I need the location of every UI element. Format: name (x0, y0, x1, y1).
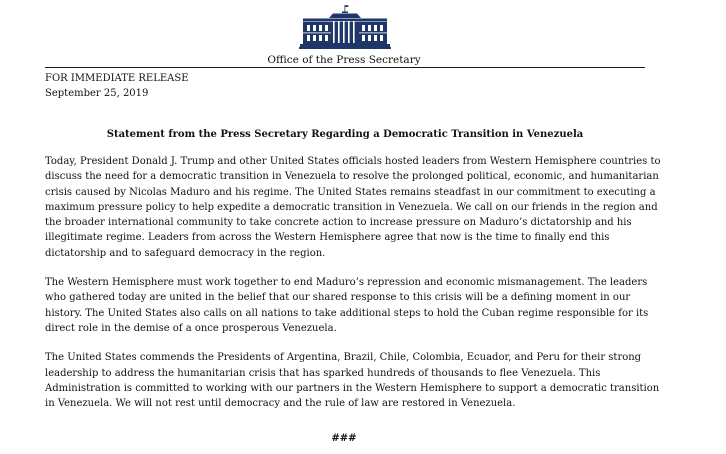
text-line: in Venezuela. We will not rest until democracy and the rule of law are restored in Venezuela. (45, 398, 516, 410)
text-line: history. The United States also calls on all nations to take additional steps to hold the Cuban regime responsible for its (45, 307, 649, 319)
text-line: The United States commends the Presidents of Argentina, Brazil, Chile, Colombia, Ecuador, and Peru for their strong (45, 352, 642, 364)
text-line: leadership to address the humanitarian crisis that has sparked hundreds of thousands to flee Venezuela. This (45, 367, 601, 379)
release-label: FOR IMMEDIATE RELEASE (45, 73, 189, 84)
statement-body (45, 154, 665, 425)
office-label: Office of the Press Secretary (267, 54, 421, 66)
text-line: who gathered today are united in the belief that our shared response to this crisis will be a defining moment in our (45, 292, 631, 304)
paragraph-3 (45, 350, 665, 411)
text-line: Administration is committed to working with our partners in the Western Hemisphere to support a democratic transition (45, 382, 660, 394)
text-line: direct role in the demise of a once prosperous Venezuela. (45, 322, 337, 334)
paragraph-2 (45, 275, 665, 336)
statement-title: Statement from the Press Secretary Regarding a Democratic Transition in Venezuela (106, 129, 584, 140)
end-mark: ### (331, 433, 357, 444)
text-line: the broader international community to take concrete action to increase pressure on Maduro’s dictatorship and his (45, 217, 632, 229)
release-date: September 25, 2019 (45, 88, 149, 99)
white-house-icon (299, 4, 391, 50)
header-divider (45, 67, 645, 68)
text-line: maximum pressure policy to help expedite a democratic transition in Venezuela. We call on our friends in the region and (45, 201, 658, 213)
text-line: illegitimate regime. Leaders from across the Western Hemisphere agree that now is the time to finally end this (45, 232, 610, 244)
text-line: The Western Hemisphere must work together to end Maduro’s repression and economic mismanagement. The leaders (45, 277, 648, 289)
text-line: Today, President Donald J. Trump and other United States officials hosted leaders from Western Hemisphere countries to (45, 156, 661, 167)
text-line: dictatorship and to safeguard democracy in the region. (45, 247, 326, 259)
release-meta (45, 71, 189, 101)
paragraph-1 (45, 154, 665, 261)
text-line: crisis caused by Nicolas Maduro and his regime. The United States remains steadfast in our commitment to executing a (45, 186, 656, 198)
text-line: discuss the need for a democratic transition in Venezuela to resolve the prolonged political, economic, and humanitarian (45, 171, 659, 183)
